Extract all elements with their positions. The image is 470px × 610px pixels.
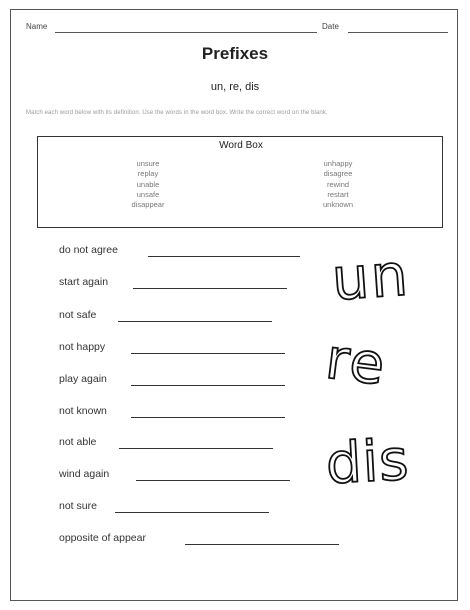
exercise-prompt: not happy — [59, 341, 106, 353]
word-box-word: unable — [136, 179, 160, 189]
exercise-prompt: not able — [59, 436, 97, 448]
word-box-word: unhappy — [323, 159, 353, 168]
exercise-prompt: opposite of appear — [59, 532, 146, 544]
exercise-prompt: not sure — [59, 500, 97, 512]
instructions-text: Match each word below with its definition. Use the words in the word box. Write the correct word on the blank. — [26, 110, 328, 116]
word-box-word: unsure — [136, 159, 160, 168]
word-box-word: rewind — [326, 179, 350, 189]
date-blank[interactable] — [348, 32, 448, 33]
word-box-word: replay — [137, 169, 159, 179]
word-box-word: disagree — [323, 169, 353, 179]
answer-blank[interactable] — [148, 256, 300, 257]
answer-blank[interactable] — [131, 417, 285, 418]
answer-blank[interactable] — [185, 544, 339, 545]
answer-blank[interactable] — [131, 353, 285, 354]
word-box-title: Word Box — [219, 140, 263, 151]
exercise-prompt: do not agree — [59, 244, 118, 256]
exercise-prompt: play again — [59, 373, 107, 385]
exercise-prompt: not safe — [59, 309, 97, 321]
bubble-letters-dis: dis — [324, 427, 411, 498]
page-title: Prefixes — [201, 44, 269, 63]
answer-blank[interactable] — [118, 321, 272, 322]
word-box-word: unknown — [322, 200, 354, 210]
bubble-letters-un: un — [329, 240, 412, 314]
exercise-prompt: start again — [59, 276, 109, 288]
name-label: Name — [26, 22, 48, 31]
word-box-right-column — [293, 159, 383, 210]
bubble-letters-re: re — [322, 326, 390, 399]
exercise-prompt: wind again — [59, 468, 110, 480]
date-label: Date — [322, 22, 339, 31]
word-box-word: disappear — [131, 200, 165, 210]
answer-blank[interactable] — [131, 385, 285, 386]
name-blank[interactable] — [55, 32, 317, 33]
page-subtitle: un, re, dis — [210, 81, 260, 93]
word-box-left-column — [103, 159, 193, 210]
exercise-prompt: not known — [59, 405, 107, 417]
answer-blank[interactable] — [136, 480, 290, 481]
answer-blank[interactable] — [133, 288, 287, 289]
word-box — [37, 136, 443, 228]
answer-blank[interactable] — [115, 512, 269, 513]
word-box-word: unsafe — [136, 189, 160, 199]
answer-blank[interactable] — [119, 448, 273, 449]
word-box-word: restart — [327, 189, 349, 199]
